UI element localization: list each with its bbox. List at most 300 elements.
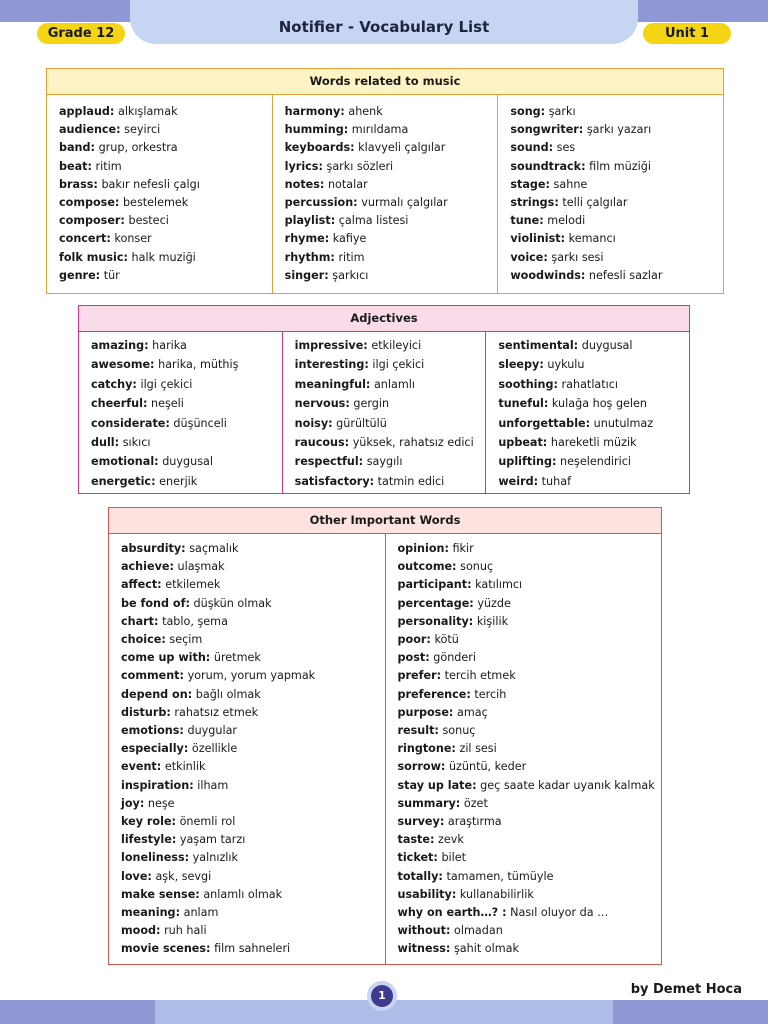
vocab-entry — [121, 886, 385, 904]
vocab-entry — [121, 813, 385, 831]
vocab-term: sentimental: — [498, 339, 579, 352]
vocab-meaning: tatmin edici — [377, 474, 445, 488]
vocab-term: event: — [121, 760, 162, 774]
vocab-meaning: besteci — [128, 214, 169, 228]
vocab-meaning: neşeli — [151, 397, 184, 411]
vocab-term: especially: — [121, 742, 189, 756]
vocab-entry — [121, 667, 385, 685]
vocab-meaning: ritim — [95, 159, 122, 173]
vocab-term: sorrow: — [397, 760, 446, 774]
vocab-term: sound: — [510, 141, 554, 155]
header-band-left — [0, 0, 132, 22]
vocab-entry — [91, 394, 282, 413]
vocab-term: usability: — [397, 887, 457, 901]
vocab-entry — [398, 631, 662, 649]
vocab-entry — [398, 667, 662, 685]
vocab-term: upbeat: — [498, 436, 548, 450]
vocab-meaning: sonuç — [442, 724, 476, 738]
vocab-entry — [59, 176, 272, 194]
vocab-term: cheerful: — [91, 397, 148, 411]
vocab-meaning: kötü — [434, 633, 459, 647]
vocab-term: outcome: — [397, 560, 457, 574]
vocab-entry — [285, 176, 498, 194]
vocab-meaning: ritim — [338, 250, 365, 264]
vocab-entry — [398, 795, 662, 813]
vocab-term: loneliness: — [121, 851, 190, 865]
vocab-term: unforgettable: — [498, 416, 591, 430]
vocab-entry — [121, 740, 385, 758]
vocab-entry — [498, 472, 689, 491]
vocab-term: considerate: — [91, 416, 170, 430]
vocab-meaning: yüksek, rahatsız edici — [352, 436, 474, 450]
vocab-term: post: — [397, 651, 430, 665]
vocab-term: applaud: — [59, 105, 115, 118]
vocab-entry — [59, 267, 272, 285]
vocab-entry — [295, 452, 486, 471]
vocab-meaning: gergin — [353, 397, 390, 411]
vocab-meaning: nefesli sazlar — [588, 268, 663, 282]
vocab-term: impressive: — [294, 339, 368, 352]
vocab-meaning: seyirci — [124, 123, 161, 137]
vocab-term: preference: — [397, 687, 471, 701]
vocab-meaning: anlam — [183, 906, 219, 920]
vocab-meaning: üzüntü, keder — [448, 760, 527, 774]
vocab-meaning: olmadan — [454, 924, 503, 938]
vocab-meaning: şahit olmak — [453, 942, 519, 956]
vocab-entry — [295, 394, 486, 413]
vocab-term: percentage: — [397, 596, 474, 610]
vocab-term: lifestyle: — [121, 833, 177, 847]
vocab-term: raucous: — [294, 436, 350, 450]
vocab-entry — [59, 249, 272, 267]
vocab-meaning: yaşam tarzı — [179, 833, 246, 847]
vocab-entry — [398, 558, 662, 576]
vocab-term: witness: — [397, 942, 451, 956]
vocab-term: concert: — [59, 232, 111, 246]
vocab-term: singer: — [284, 268, 329, 282]
vocab-entry — [121, 540, 385, 558]
vocab-column — [282, 332, 486, 493]
vocab-entry — [59, 121, 272, 139]
vocab-term: stay up late: — [397, 778, 477, 792]
vocab-term: uplifting: — [498, 455, 557, 469]
vocab-term: opinion: — [397, 542, 449, 555]
vocab-term: beat: — [59, 159, 92, 173]
vocab-term: come up with: — [121, 651, 211, 665]
vocab-term: movie scenes: — [121, 942, 211, 956]
vocab-entry — [59, 212, 272, 230]
vocab-entry — [510, 230, 723, 248]
vocab-term: comment: — [121, 669, 185, 683]
vocab-entry — [285, 212, 498, 230]
other-words-columns — [109, 534, 661, 964]
vocab-meaning: tür — [103, 268, 120, 282]
vocab-entry — [510, 176, 723, 194]
vocab-meaning: özet — [463, 796, 488, 810]
vocab-meaning: film müziği — [589, 159, 651, 173]
vocab-meaning: rahatlatıcı — [561, 377, 619, 391]
vocab-entry — [510, 121, 723, 139]
music-words-columns — [47, 95, 723, 293]
vocab-entry — [398, 758, 662, 776]
vocab-entry — [398, 886, 662, 904]
vocab-entry — [510, 249, 723, 267]
vocab-term: love: — [121, 869, 152, 883]
vocab-entry — [510, 139, 723, 157]
vocab-term: absurdity: — [121, 542, 186, 555]
vocab-meaning: notalar — [327, 177, 368, 191]
vocab-entry — [398, 904, 662, 922]
vocab-entry — [498, 355, 689, 374]
vocab-meaning: ilgi çekici — [140, 377, 193, 391]
vocab-term: disturb: — [121, 705, 171, 719]
vocab-column — [79, 332, 282, 493]
vocab-entry — [121, 849, 385, 867]
vocab-term: choice: — [121, 633, 166, 647]
vocab-meaning: gönderi — [433, 651, 476, 665]
vocab-entry — [295, 414, 486, 433]
vocab-entry — [498, 394, 689, 413]
vocab-entry — [295, 355, 486, 374]
footer-band-left — [0, 1000, 155, 1024]
vocab-meaning: ruh hali — [164, 924, 207, 938]
vocab-meaning: özellikle — [191, 742, 238, 756]
vocab-entry — [498, 452, 689, 471]
vocab-meaning: ahenk — [348, 105, 383, 118]
vocab-term: respectful: — [294, 455, 364, 469]
vocab-meaning: konser — [114, 232, 152, 246]
vocab-term: lyrics: — [284, 159, 323, 173]
vocab-term: playlist: — [284, 214, 336, 228]
vocab-column — [47, 95, 272, 293]
vocab-term: joy: — [121, 796, 145, 810]
vocab-term: composer: — [59, 214, 125, 228]
vocab-term: songwriter: — [510, 123, 584, 137]
vocab-entry — [398, 613, 662, 631]
vocab-term: prefer: — [397, 669, 442, 683]
vocab-entry — [285, 194, 498, 212]
vocab-entry — [295, 433, 486, 452]
unit-badge: Unit 1 — [643, 23, 731, 44]
vocab-term: participant: — [397, 578, 472, 592]
vocab-meaning: klavyeli çalgılar — [358, 141, 446, 155]
vocab-entry — [121, 595, 385, 613]
vocab-meaning: önemli rol — [179, 815, 236, 829]
vocab-term: genre: — [59, 268, 101, 282]
vocab-term: ringtone: — [397, 742, 456, 756]
vocab-meaning: zil sesi — [459, 742, 497, 756]
vocab-meaning: saygılı — [366, 455, 403, 469]
vocab-entry — [398, 831, 662, 849]
vocab-column — [109, 534, 385, 964]
other-words-heading: Other Important Words — [109, 508, 661, 534]
vocab-term: why on earth…? : — [397, 906, 507, 920]
vocab-entry — [59, 158, 272, 176]
vocab-entry — [398, 940, 662, 958]
vocab-meaning: çalma listesi — [338, 214, 409, 228]
vocab-term: rhythm: — [284, 250, 335, 264]
footer-band-right — [613, 1000, 768, 1024]
vocab-term: tuneful: — [498, 397, 549, 411]
music-words-box — [46, 68, 724, 294]
vocab-entry — [295, 336, 486, 355]
vocab-entry — [398, 740, 662, 758]
grade-badge: Grade 12 — [37, 23, 125, 44]
vocab-entry — [510, 158, 723, 176]
vocab-entry — [398, 576, 662, 594]
vocab-entry — [91, 472, 282, 491]
vocab-term: woodwinds: — [510, 268, 586, 282]
vocab-term: emotions: — [121, 724, 184, 738]
vocab-entry — [398, 686, 662, 704]
vocab-term: ticket: — [397, 851, 438, 865]
vocab-column — [385, 534, 662, 964]
vocab-term: purpose: — [397, 705, 454, 719]
vocab-meaning: bakır nefesli çalgı — [101, 177, 200, 191]
vocab-term: satisfactory: — [294, 474, 375, 488]
vocab-entry — [285, 121, 498, 139]
vocab-entry — [121, 795, 385, 813]
vocab-entry — [398, 540, 662, 558]
vocab-meaning: yüzde — [477, 596, 511, 610]
vocab-term: meaning: — [121, 906, 181, 920]
vocab-meaning: halk muziği — [131, 250, 196, 264]
vocab-entry — [510, 212, 723, 230]
vocab-term: soundtrack: — [510, 159, 586, 173]
vocab-term: achieve: — [121, 560, 174, 574]
vocab-term: survey: — [397, 815, 445, 829]
vocab-entry — [91, 375, 282, 394]
vocab-entry — [510, 103, 723, 121]
vocab-entry — [121, 868, 385, 886]
vocab-entry — [91, 433, 282, 452]
vocab-meaning: rahatsız etmek — [174, 705, 259, 719]
vocab-term: key role: — [121, 815, 177, 829]
vocab-meaning: gürültülü — [336, 416, 387, 430]
vocab-term: energetic: — [91, 474, 156, 488]
vocab-meaning: duygusal — [581, 339, 633, 352]
vocab-entry — [285, 139, 498, 157]
vocab-entry — [121, 631, 385, 649]
vocab-term: result: — [397, 724, 439, 738]
vocab-meaning: üretmek — [213, 651, 261, 665]
vocab-entry — [510, 194, 723, 212]
vocab-entry — [498, 433, 689, 452]
vocab-meaning: şarkıcı — [332, 268, 369, 282]
vocab-meaning: kafiye — [332, 232, 367, 246]
vocab-term: poor: — [397, 633, 431, 647]
vocab-meaning: ses — [556, 141, 576, 155]
vocab-entry — [398, 595, 662, 613]
vocab-meaning: geç saate kadar uyanık kalmak — [480, 778, 655, 792]
vocab-meaning: unutulmaz — [593, 416, 654, 430]
vocab-entry — [121, 922, 385, 940]
vocab-entry — [498, 336, 689, 355]
vocab-term: keyboards: — [284, 141, 355, 155]
vocab-meaning: etkileyici — [371, 339, 422, 352]
page-title: Notifier - Vocabulary List — [278, 18, 490, 36]
vocab-column — [272, 95, 498, 293]
vocab-term: weird: — [498, 474, 539, 488]
vocab-meaning: sıkıcı — [122, 436, 151, 450]
author-credit: by Demet Hoca — [630, 982, 742, 997]
vocab-term: personality: — [397, 614, 474, 628]
vocab-meaning: hareketli müzik — [550, 436, 637, 450]
vocab-meaning: melodi — [547, 214, 586, 228]
vocab-meaning: kişilik — [476, 614, 509, 628]
vocab-meaning: tamamen, tümüyle — [446, 869, 554, 883]
vocab-term: sleepy: — [498, 358, 544, 372]
vocab-term: without: — [397, 924, 451, 938]
vocab-meaning: duygular — [187, 724, 238, 738]
vocab-meaning: neşelendirici — [560, 455, 631, 469]
vocab-term: tune: — [510, 214, 544, 228]
page-number: 1 — [371, 985, 393, 1007]
vocab-term: soothing: — [498, 377, 558, 391]
vocab-entry — [285, 267, 498, 285]
vocab-column — [485, 332, 689, 493]
vocab-term: audience: — [59, 123, 121, 137]
vocab-term: brass: — [59, 177, 98, 191]
vocab-meaning: kullanabilirlik — [459, 887, 534, 901]
vocab-entry — [398, 722, 662, 740]
vocab-entry — [91, 414, 282, 433]
vocab-entry — [398, 649, 662, 667]
vocab-meaning: yalnızlık — [192, 851, 239, 865]
vocab-term: humming: — [284, 123, 349, 137]
vocab-meaning: bağlı olmak — [195, 687, 261, 701]
vocab-entry — [59, 103, 272, 121]
vocab-entry — [121, 613, 385, 631]
vocab-meaning: amaç — [456, 705, 488, 719]
vocab-entry — [398, 813, 662, 831]
vocab-meaning: şarkı yazarı — [586, 123, 652, 137]
vocab-meaning: tercih etmek — [444, 669, 516, 683]
vocab-entry — [285, 103, 498, 121]
vocab-meaning: sahne — [553, 177, 588, 191]
vocab-meaning: fikir — [452, 542, 474, 555]
adjectives-box — [78, 305, 690, 494]
vocab-meaning: seçim — [169, 633, 203, 647]
vocab-entry — [91, 452, 282, 471]
vocab-term: affect: — [121, 578, 162, 592]
adjectives-heading: Adjectives — [79, 306, 689, 332]
vocab-meaning: bestelemek — [122, 196, 189, 210]
vocab-meaning: aşk, sevgi — [155, 869, 212, 883]
vocab-meaning: neşe — [147, 796, 175, 810]
vocab-entry — [121, 777, 385, 795]
vocab-entry — [295, 472, 486, 491]
vocab-term: emotional: — [91, 455, 159, 469]
vocab-entry — [295, 375, 486, 394]
vocab-entry — [59, 230, 272, 248]
vocab-entry — [121, 940, 385, 958]
vocab-meaning: etkinlik — [164, 760, 206, 774]
vocab-entry — [498, 414, 689, 433]
vocab-meaning: katılımcı — [475, 578, 523, 592]
vocab-term: noisy: — [294, 416, 333, 430]
vocab-meaning: şarkı sesi — [551, 250, 604, 264]
vocab-entry — [398, 777, 662, 795]
vocab-term: awesome: — [91, 358, 155, 372]
vocab-meaning: saçmalık — [189, 542, 239, 555]
vocab-meaning: enerjik — [159, 474, 198, 488]
vocab-meaning: tablo, şema — [162, 614, 228, 628]
vocab-term: summary: — [397, 796, 461, 810]
vocab-entry — [121, 758, 385, 776]
header-band-right — [636, 0, 768, 22]
vocab-term: interesting: — [294, 358, 369, 372]
vocab-meaning: uykulu — [547, 358, 585, 372]
vocab-term: meaningful: — [294, 377, 371, 391]
vocab-term: be fond of: — [121, 596, 190, 610]
vocab-term: nervous: — [294, 397, 350, 411]
vocab-term: make sense: — [121, 887, 200, 901]
vocab-meaning: tuhaf — [541, 474, 572, 488]
vocab-entry — [121, 649, 385, 667]
vocab-meaning: vurmalı çalgılar — [361, 196, 448, 210]
vocab-term: folk music: — [59, 250, 128, 264]
vocab-entry — [121, 722, 385, 740]
vocab-entry — [398, 849, 662, 867]
vocab-entry — [498, 375, 689, 394]
vocab-meaning: anlamlı olmak — [203, 887, 283, 901]
vocab-term: band: — [59, 141, 96, 155]
vocab-entry — [121, 831, 385, 849]
vocab-entry — [121, 904, 385, 922]
vocab-meaning: Nasıl oluyor da … — [510, 906, 609, 920]
vocab-meaning: grup, orkestra — [98, 141, 178, 155]
vocab-entry — [285, 230, 498, 248]
vocab-term: harmony: — [284, 105, 345, 118]
vocab-meaning: anlamlı — [373, 377, 415, 391]
vocab-meaning: yorum, yorum yapmak — [187, 669, 316, 683]
vocab-meaning: zevk — [438, 833, 464, 847]
vocab-term: rhyme: — [284, 232, 330, 246]
vocab-entry — [121, 704, 385, 722]
vocab-meaning: düşkün olmak — [193, 596, 272, 610]
vocab-meaning: mırıldama — [351, 123, 409, 137]
music-words-heading: Words related to music — [47, 69, 723, 95]
vocab-meaning: ilham — [197, 778, 229, 792]
vocab-meaning: etkilemek — [165, 578, 221, 592]
vocab-term: depend on: — [121, 687, 193, 701]
vocab-term: dull: — [91, 436, 120, 450]
vocab-meaning: bilet — [441, 851, 467, 865]
vocab-meaning: duygusal — [162, 455, 213, 469]
vocab-term: percussion: — [284, 196, 358, 210]
vocab-meaning: şarkı sözleri — [326, 159, 394, 173]
adjectives-columns — [79, 332, 689, 493]
vocab-meaning: tercih — [474, 687, 507, 701]
vocab-meaning: alkışlamak — [117, 105, 178, 118]
vocab-term: chart: — [121, 614, 159, 628]
other-words-box — [108, 507, 662, 965]
vocab-entry — [59, 194, 272, 212]
vocab-term: voice: — [510, 250, 548, 264]
vocab-term: stage: — [510, 177, 550, 191]
vocab-entry — [285, 158, 498, 176]
vocab-term: inspiration: — [121, 778, 194, 792]
vocab-entry — [121, 686, 385, 704]
vocab-entry — [59, 139, 272, 157]
vocab-term: song: — [510, 105, 546, 118]
vocab-entry — [510, 267, 723, 285]
vocab-meaning: kulağa hoş gelen — [551, 397, 648, 411]
vocab-term: totally: — [397, 869, 443, 883]
vocab-entry — [121, 558, 385, 576]
vocab-term: compose: — [59, 196, 120, 210]
